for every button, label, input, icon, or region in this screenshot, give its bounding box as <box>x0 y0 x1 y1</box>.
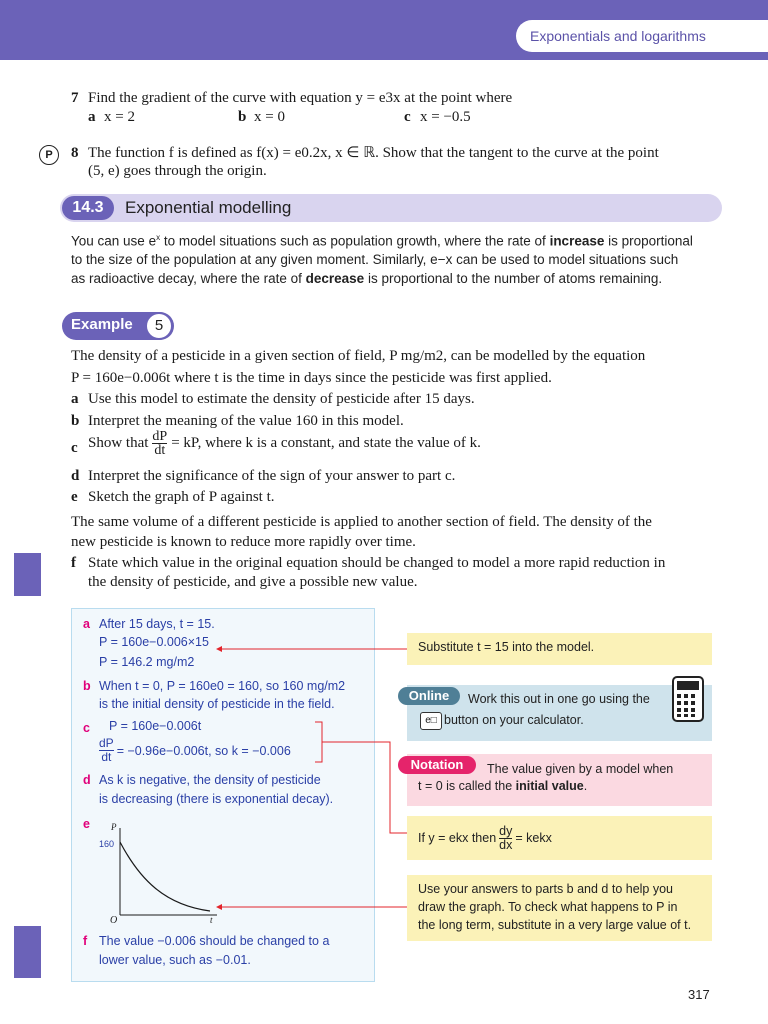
part-e-text: Sketch the graph of P against t. <box>88 489 275 505</box>
x-axis-label: t <box>210 915 213 925</box>
part-d-text: Interpret the significance of the sign of your answer to part c. <box>88 468 456 484</box>
example-line1: The density of a pesticide in a given section of field, P mg/m2, can be modelled by the equation <box>71 348 646 364</box>
example-para2-line1: The same volume of a different pesticide is applied to another section of field. The density of the <box>71 514 652 530</box>
intro-line1: You can use $e^x$ to model situations such as population growth, where the rate of increase is proportional <box>71 233 693 249</box>
pointer-line-c <box>322 742 407 833</box>
solution-f-label: f <box>83 934 88 948</box>
question-7b-label: b <box>238 109 247 125</box>
section-title: Exponential modelling <box>125 198 292 217</box>
online-line1: Work this out in one go using the <box>468 692 650 706</box>
part-f-line2: the density of pesticide, and give a possible new value. <box>88 574 418 590</box>
calculator-key-icon: e□ <box>420 712 442 730</box>
graph-hint-line2: draw the graph. To check what happens to P in <box>418 900 678 914</box>
solution-a-line2: P = 160e−0.006×15 <box>99 635 209 649</box>
solution-a-line1: After 15 days, t = 15. <box>99 617 215 631</box>
solution-e-label: e <box>83 817 90 831</box>
question-7a-label: a <box>88 109 96 125</box>
pointer-arrow-a <box>216 646 222 652</box>
part-e-label: e <box>71 489 78 505</box>
example-para2-line2: new pesticide is known to reduce more rapidly over time. <box>71 534 416 550</box>
question-7-number: 7 <box>71 90 79 106</box>
solution-b-line1: When t = 0, P = 160e0 = 160, so 160 mg/m2 <box>99 679 346 693</box>
solution-f-line1: The value −0.006 should be changed to a <box>99 934 330 948</box>
notation-line1: The value given by a model when <box>487 762 674 776</box>
part-a-label: a <box>71 391 79 407</box>
question-8-line1: The function f is defined as f(x) = e0.2x, x ∈ ℝ. Show that the tangent to the curve at the point <box>88 145 659 161</box>
question-7a-text: x = 2 <box>104 109 135 125</box>
part-f-line1: State which value in the original equation should be changed to model a more rapid reduction in <box>88 555 666 571</box>
example-number: 5 <box>145 312 173 340</box>
chapter-title: Exponentials and logarithms <box>516 20 768 52</box>
solution-d-label: d <box>83 773 91 787</box>
solution-d-line2: is decreasing (there is exponential decay). <box>99 792 334 806</box>
question-8-number: 8 <box>71 145 79 161</box>
y-axis-label: P <box>111 822 117 832</box>
y-intercept-label: 160 <box>99 839 115 849</box>
solution-a-label: a <box>83 617 90 631</box>
question-7c-text: x = −0.5 <box>420 109 471 125</box>
example-line2: P = 160e−0.006t where t is the time in days since the pesticide was first applied. <box>71 370 552 386</box>
part-d-label: d <box>71 468 80 484</box>
part-b-text: Interpret the meaning of the value 160 in this model. <box>88 413 404 429</box>
intro-line3: as radioactive decay, where the rate of decrease is proportional to the number of atoms remaining. <box>71 271 663 286</box>
origin-label: O <box>110 915 118 926</box>
solution-b-line2: is the initial density of pesticide in the field. <box>99 697 335 711</box>
page-number: 317 <box>688 987 710 1002</box>
example-label: Example <box>71 316 133 333</box>
intro-line2: to the size of the population at any given moment. Similarly, e−x can be used to model situations such <box>71 252 679 267</box>
solution-b-label: b <box>83 679 91 693</box>
part-b-label: b <box>71 413 80 429</box>
part-c-text: Show that $\frac{dP}{dt}$ = kP, where k is a constant, and state the value of k. <box>88 429 481 458</box>
part-c-label: c <box>71 440 78 456</box>
part-f-label: f <box>71 555 76 571</box>
question-8-line2: (5, e) goes through the origin. <box>88 163 267 179</box>
bracket-c <box>315 722 322 762</box>
online-line2: button on your calculator. <box>444 713 584 727</box>
notation-tag: Notation <box>398 756 476 774</box>
pointer-arrow-e <box>216 904 222 910</box>
section-number: 14.3 <box>62 196 114 220</box>
part-a-text: Use this model to estimate the density of pesticide after 15 days. <box>88 391 475 407</box>
derivative-fraction: $\frac{dy}{dx}$ <box>499 823 513 852</box>
solution-c-line1: P = 160e−0.006t <box>109 719 202 733</box>
solution-c-fraction: $\frac{dP}{dt}$ <box>99 736 114 764</box>
part-c-fraction: $\frac{dP}{dt}$ <box>152 429 168 458</box>
problem-solving-badge: P <box>39 145 59 165</box>
question-7b-text: x = 0 <box>254 109 285 125</box>
callout-substitute-text: Substitute t = 15 into the model. <box>418 640 595 654</box>
solution-c-line2: $\frac{dP}{dt}$ = −0.96e−0.006t, so k = −0.006 <box>99 736 291 764</box>
solution-c-label: c <box>83 721 90 735</box>
graph-hint-line1: Use your answers to parts b and d to help you <box>418 882 674 896</box>
online-tag: Online <box>398 687 460 705</box>
solution-f-line2: lower value, such as −0.01. <box>99 953 251 967</box>
question-7-text: Find the gradient of the curve with equation y = e3x at the point where <box>88 90 513 106</box>
solution-d-line1: As k is negative, the density of pesticide <box>99 773 321 787</box>
graph-hint-line3: the long term, substitute in a very large value of t. <box>418 918 692 932</box>
notation-line2: t = 0 is called the initial value. <box>418 779 588 793</box>
question-7c-label: c <box>404 109 411 125</box>
derivative-rule-text: If y = ekx then $\frac{dy}{dx}$ = kekx <box>418 823 552 852</box>
solution-a-line3: P = 146.2 mg/m2 <box>99 655 195 669</box>
calculator-icon <box>672 676 704 722</box>
